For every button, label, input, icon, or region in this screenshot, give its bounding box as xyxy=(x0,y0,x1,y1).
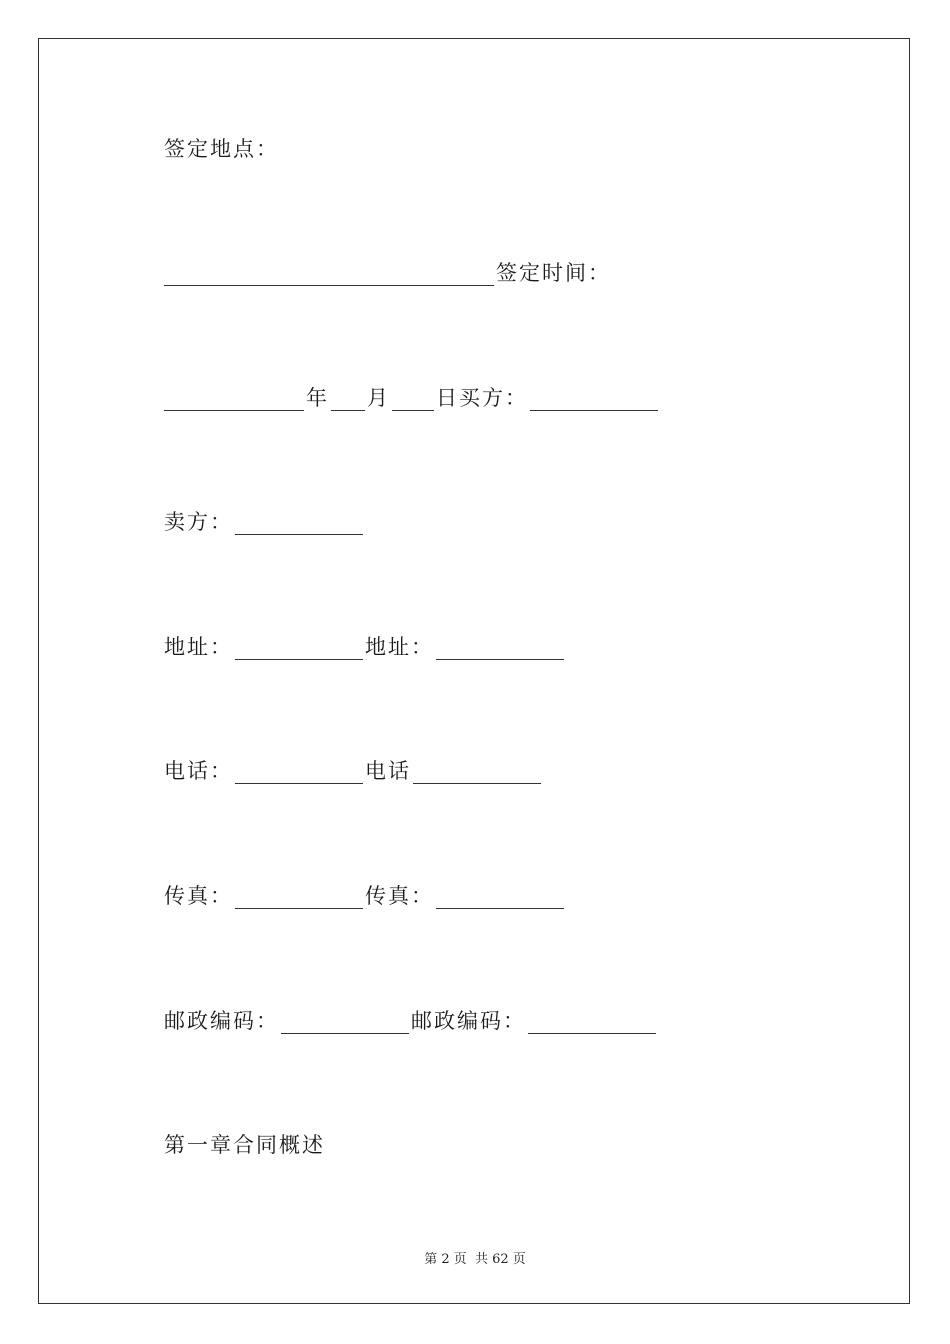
year-blank[interactable] xyxy=(164,390,304,411)
address-label-2: 地址： xyxy=(365,635,434,659)
sign-time-label: 签定时间： xyxy=(496,261,611,285)
day-blank[interactable] xyxy=(392,390,434,411)
fax-label-2: 传真： xyxy=(365,884,434,908)
fax-blank-1[interactable] xyxy=(235,888,363,909)
month-label: 月 xyxy=(367,386,390,410)
sign-place-label: 签定地点： xyxy=(164,137,279,161)
month-blank[interactable] xyxy=(331,390,365,411)
year-label: 年 xyxy=(306,386,329,410)
day-buyer-label: 日买方： xyxy=(436,386,528,410)
chapter-title-line xyxy=(164,1132,325,1158)
date-buyer-line xyxy=(164,385,660,411)
phone-label-1: 电话： xyxy=(164,759,233,783)
sign-place-line xyxy=(164,136,279,162)
seller-blank[interactable] xyxy=(235,514,363,535)
postcode-blank-1[interactable] xyxy=(281,1013,409,1034)
postcode-line xyxy=(164,1008,658,1034)
address-blank-1[interactable] xyxy=(235,639,363,660)
fax-blank-2[interactable] xyxy=(436,888,564,909)
phone-label-2: 电话 xyxy=(365,759,411,783)
page-border xyxy=(38,38,910,1304)
phone-blank-2[interactable] xyxy=(413,763,541,784)
postcode-label-2: 邮政编码： xyxy=(411,1009,526,1033)
total-pages: 共 62 页 xyxy=(474,1252,526,1267)
postcode-blank-2[interactable] xyxy=(528,1013,656,1034)
sign-place-blank[interactable] xyxy=(164,265,494,286)
address-blank-2[interactable] xyxy=(436,639,564,660)
fax-label-1: 传真： xyxy=(164,884,233,908)
address-line xyxy=(164,634,566,660)
page-footer xyxy=(0,1248,950,1267)
page-number: 第 2 页 xyxy=(424,1252,467,1267)
chapter-title: 第一章合同概述 xyxy=(164,1133,325,1157)
fax-line xyxy=(164,883,566,909)
phone-blank-1[interactable] xyxy=(235,763,363,784)
seller-label: 卖方： xyxy=(164,510,233,534)
seller-line xyxy=(164,509,365,535)
address-label-1: 地址： xyxy=(164,635,233,659)
postcode-label-1: 邮政编码： xyxy=(164,1009,279,1033)
sign-time-line xyxy=(164,260,611,286)
buyer-blank[interactable] xyxy=(530,390,658,411)
phone-line xyxy=(164,758,543,784)
